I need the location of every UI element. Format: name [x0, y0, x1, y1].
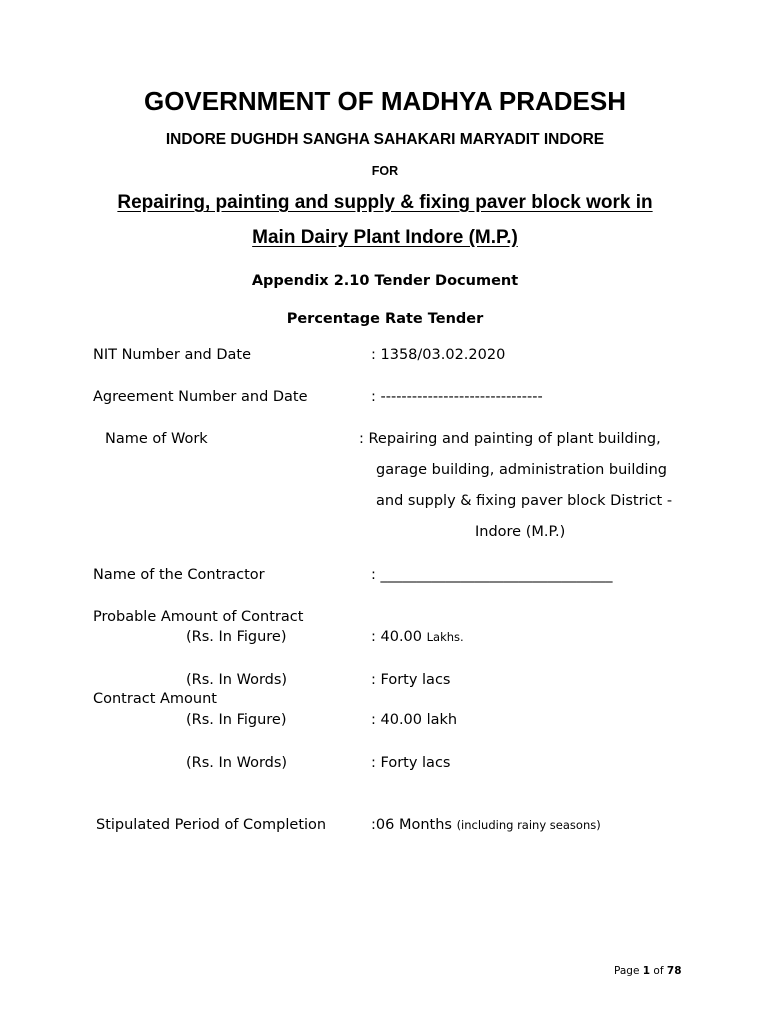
organization-name: INDORE DUGHDH SANGHA SAHAKARI MARYADIT INDORE	[165, 131, 605, 148]
work-value-line3: and supply & fixing paver block District -	[376, 493, 673, 509]
probable-amount-label: Probable Amount of Contract	[93, 609, 304, 625]
appendix-title: Appendix 2.10 Tender Document	[251, 273, 519, 289]
work-value-line1: : Repairing and painting of plant building,	[359, 431, 661, 447]
probable-figure-value: : 40.00 Lakhs.	[371, 629, 464, 645]
contract-figure-value: : 40.00 lakh	[371, 712, 458, 728]
contractor-value: : ________________________________	[371, 567, 613, 583]
contract-words-label: (Rs. In Words)	[186, 755, 288, 771]
tender-type: Percentage Rate Tender	[286, 311, 484, 327]
for-label: FOR	[371, 164, 399, 178]
work-title-line2: Main Dairy Plant Indore (M.P.)	[252, 227, 518, 248]
period-label: Stipulated Period of Completion	[96, 817, 327, 833]
contract-figure-label: (Rs. In Figure)	[186, 712, 287, 728]
period-value: :06 Months (including rainy seasons)	[371, 817, 601, 833]
probable-figure-label: (Rs. In Figure)	[186, 629, 287, 645]
agreement-value: : -------------------------------	[371, 389, 543, 405]
probable-words-label: (Rs. In Words)	[186, 672, 288, 688]
contract-amount-label: Contract Amount	[93, 691, 217, 707]
page-title: GOVERNMENT OF MADHYA PRADESH	[143, 86, 626, 116]
work-value-line4: Indore (M.P.)	[475, 524, 566, 540]
work-value-line2: garage building, administration building	[376, 462, 667, 478]
nit-value: : 1358/03.02.2020	[371, 347, 506, 363]
contractor-label: Name of the Contractor	[93, 567, 265, 583]
nit-label: NIT Number and Date	[93, 347, 251, 363]
contract-words-value: : Forty lacs	[371, 755, 451, 771]
work-title-line1: Repairing, painting and supply & fixing paver block work in	[117, 192, 653, 213]
probable-words-value: : Forty lacs	[371, 672, 451, 688]
work-label: Name of Work	[105, 431, 208, 447]
agreement-label: Agreement Number and Date	[93, 389, 308, 405]
page-number: Page 1 of 78	[614, 965, 682, 977]
